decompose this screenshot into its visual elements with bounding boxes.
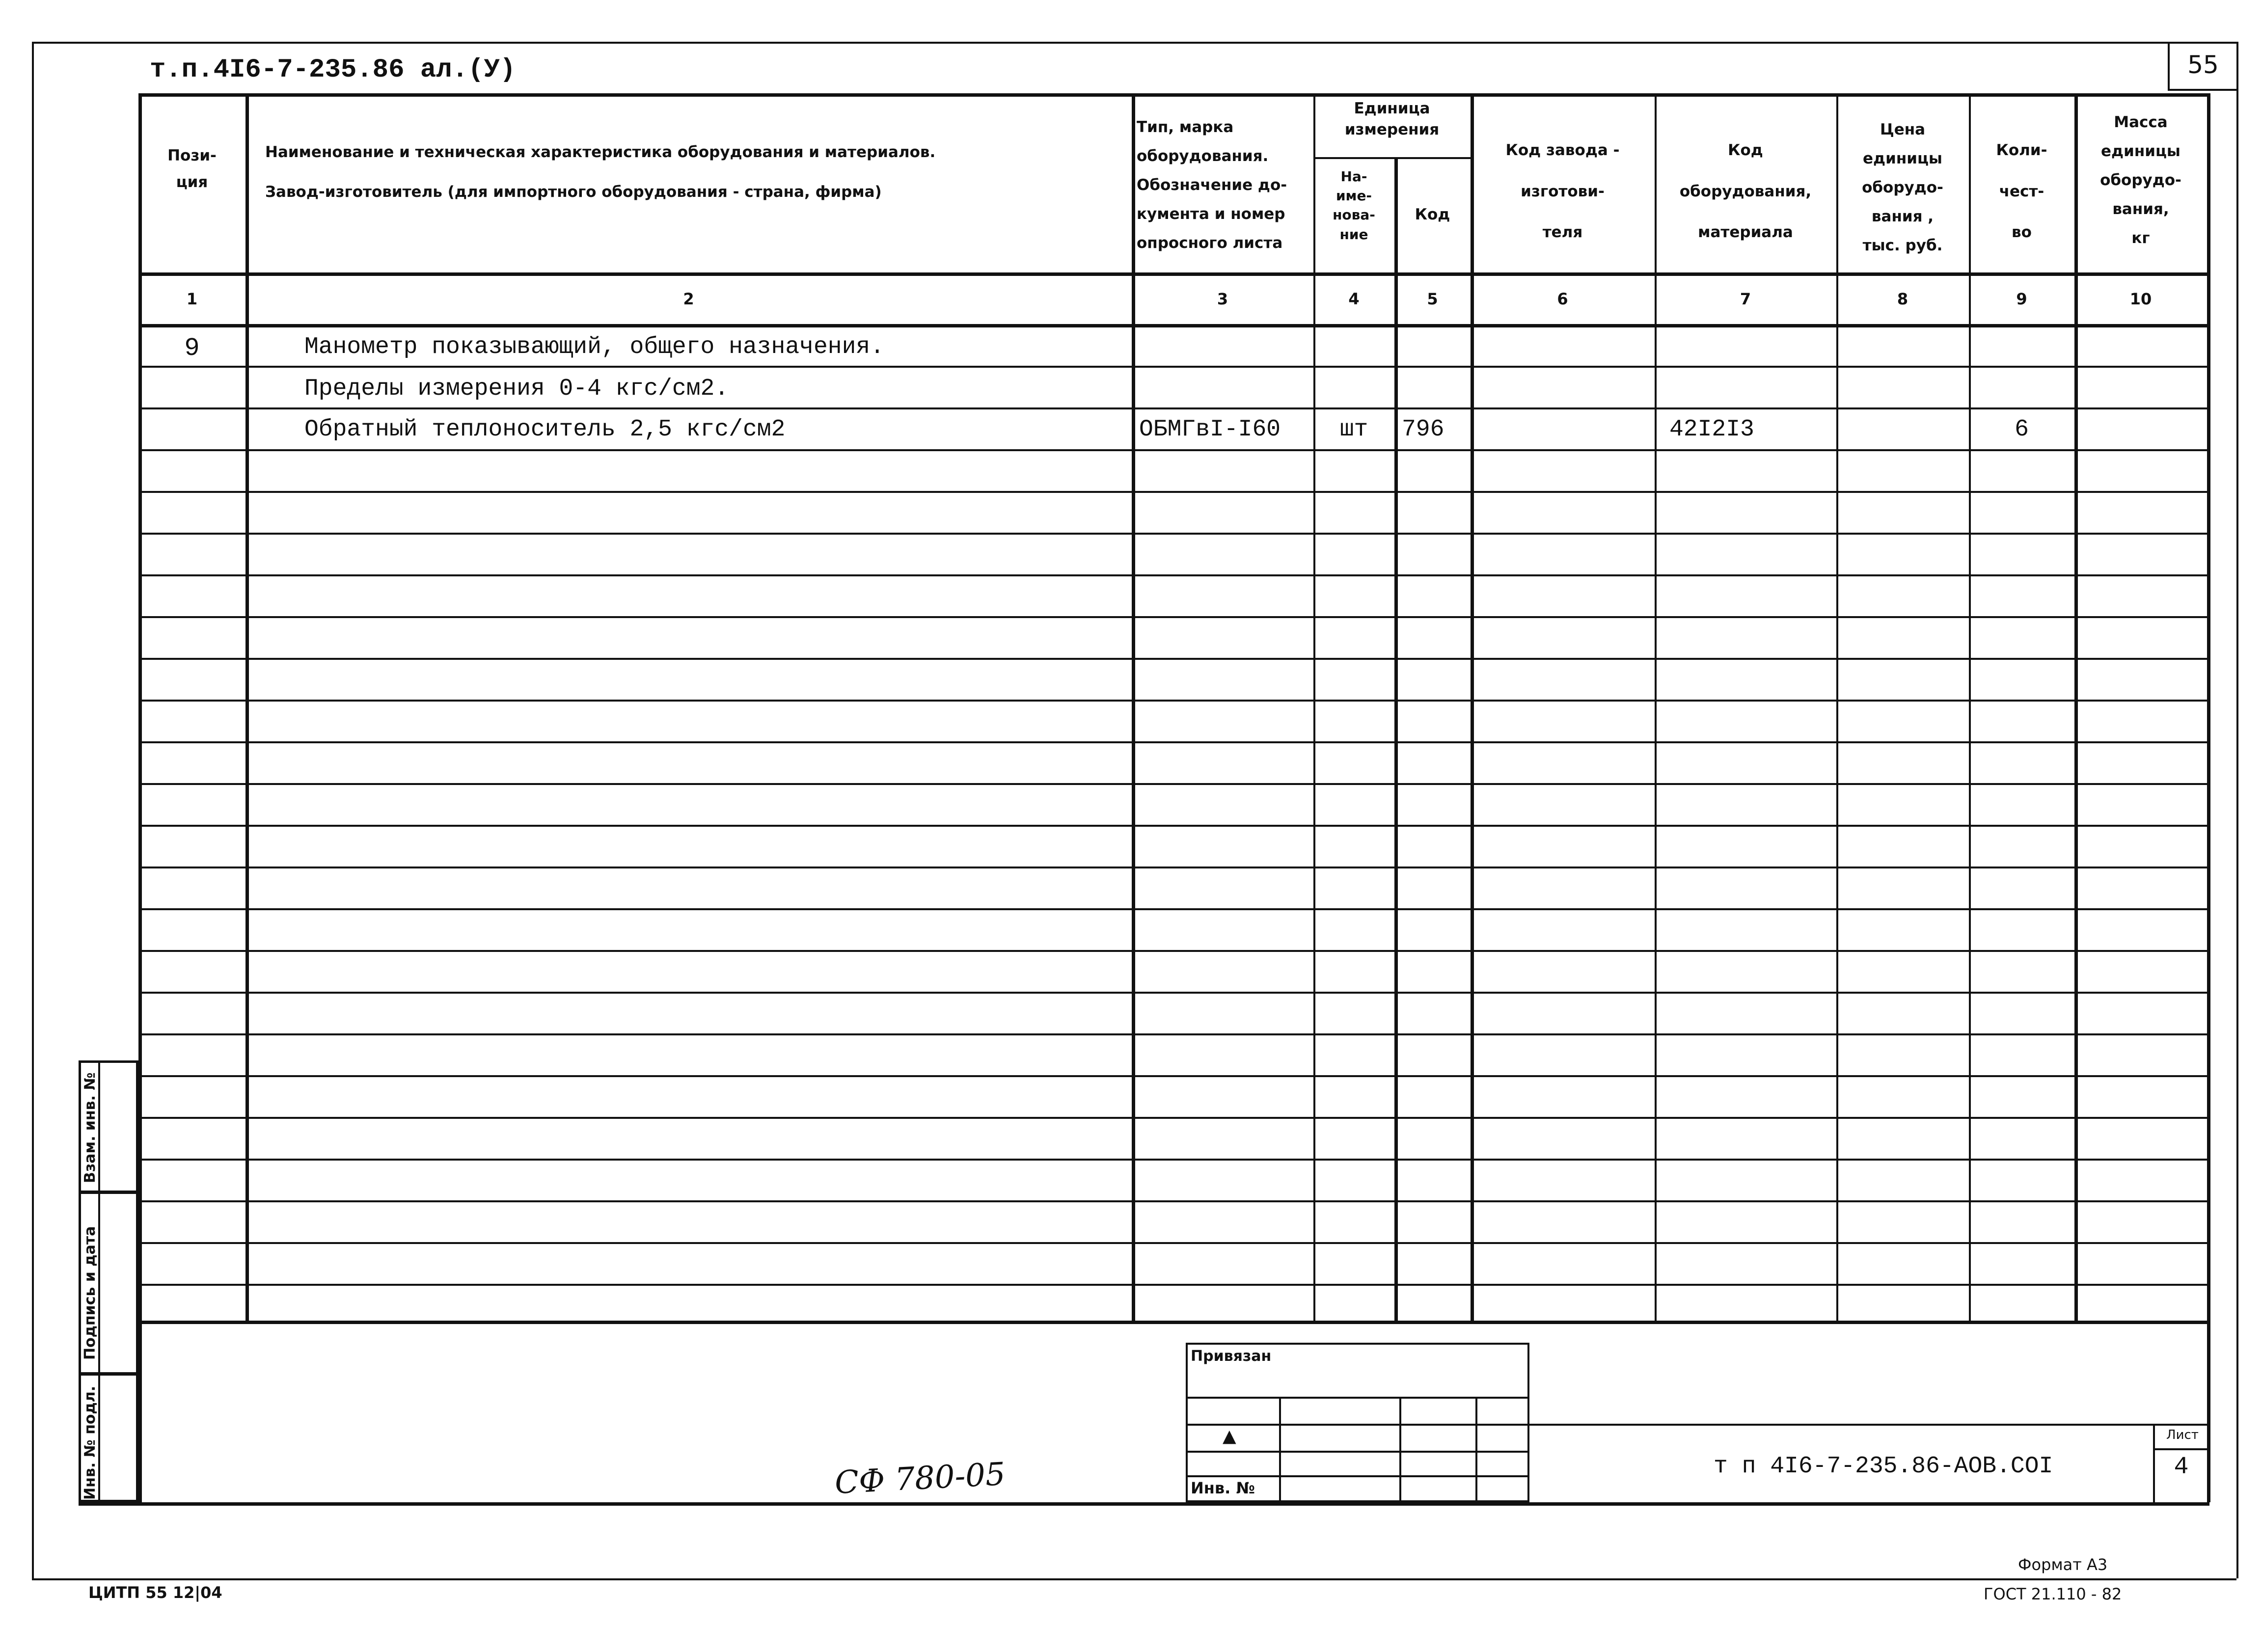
bound-row-2: [1186, 1424, 1529, 1426]
row-3-equipment-code: 42I2I3: [1669, 416, 1754, 443]
col-line-1: [245, 93, 249, 1321]
table-row-line: [138, 950, 2210, 952]
outer-frame-top: [32, 42, 2236, 44]
unit-group-text: Единица измерения: [1344, 100, 1440, 139]
title-block-top: [1529, 1424, 2209, 1426]
col-header-5: [1394, 201, 1471, 228]
inv-label: Инв. №: [1191, 1479, 1255, 1497]
col-line-10: [2207, 93, 2210, 1502]
col-line-2: [1132, 93, 1135, 1321]
table-row-line: [138, 449, 2210, 451]
col-line-7: [1836, 93, 1838, 1321]
row-1-position: 9: [184, 334, 200, 363]
table-row-line: [138, 491, 2210, 493]
bound-row-4: [1186, 1475, 1529, 1477]
col-num-7: 7: [1740, 290, 1751, 308]
col-num-10: 10: [2129, 290, 2152, 308]
table-row-line: [138, 825, 2210, 827]
col-header-3: [1137, 113, 1311, 257]
table-row-line: [138, 700, 2210, 702]
doc-reference: т.п.4I6-7-235.86 ал.(У): [150, 55, 516, 85]
table-row-line: [138, 407, 2210, 409]
row-3-type: ОБМГвI-I60: [1139, 416, 1281, 443]
table-row-line: [138, 574, 2210, 576]
bound-col-2: [1399, 1397, 1401, 1502]
table-row-line: [138, 616, 2210, 618]
bound-mark: ▲: [1223, 1426, 1236, 1446]
table-row-line: [138, 1284, 2210, 1286]
bound-label: Привязан: [1191, 1348, 1272, 1365]
page-number: 55: [2168, 42, 2236, 91]
row-3-quantity: 6: [2015, 416, 2029, 443]
table-row-line: [138, 1033, 2210, 1035]
col-header-9: [1969, 130, 2074, 253]
col-header-1-text: Пози- ция: [167, 147, 217, 191]
col-line-9: [2074, 93, 2078, 1321]
table-row-line: [138, 741, 2210, 743]
handwritten-note: СФ 780-05: [834, 1456, 1007, 1502]
col-num-1: 1: [186, 290, 198, 308]
col-header-10-text: Масса единицы оборудо- вания, кг: [2100, 113, 2181, 247]
table-bottom: [138, 1321, 2210, 1324]
document-designation: т п 4I6-7-235.86-АОВ.COI: [1714, 1453, 2053, 1480]
outer-frame-bottom: [32, 1578, 2236, 1580]
table-row-line: [138, 992, 2210, 994]
table-row-line: [138, 783, 2210, 785]
outer-frame-left: [32, 42, 34, 1578]
footer-left-code: ЦИТП 55 12|04: [88, 1583, 222, 1602]
col-num-4: 4: [1348, 290, 1360, 308]
table-row-line: [138, 1159, 2210, 1161]
col-num-2: 2: [683, 290, 694, 308]
row-2-name: Пределы измерения 0-4 кгс/см2.: [304, 376, 729, 402]
bound-col-3: [1475, 1397, 1477, 1502]
side-stamp-sep-2: [79, 1372, 138, 1376]
row-3-unit-name: шт: [1339, 416, 1368, 443]
side-inv-orig-label: Инв. № подл.: [82, 1385, 99, 1500]
table-row-line: [138, 867, 2210, 868]
col-header-4: [1313, 167, 1394, 244]
col-header-1: [138, 142, 245, 196]
col-header-2-text: Наименование и техническая характеристика оборудования и материалов. Завод-изготовитель (для импортного оборудования - страна, фирма): [265, 143, 936, 201]
table-row-line: [138, 1242, 2210, 1244]
sheet-label: Лист: [2166, 1428, 2199, 1442]
bound-col-1: [1279, 1397, 1281, 1502]
col-header-7: [1655, 130, 1836, 253]
side-replace-label: Взам. инв. №: [82, 1072, 99, 1183]
col-header-10: [2074, 108, 2207, 252]
outer-frame-right: [2236, 42, 2238, 1578]
row-3-unit-code: 796: [1402, 416, 1444, 443]
sheet-label-divider: [2153, 1448, 2209, 1450]
col-num-9: 9: [2016, 290, 2027, 308]
col-line-8: [1969, 93, 1971, 1321]
bound-row-3: [1186, 1451, 1529, 1453]
side-stamp-sep-1: [79, 1191, 138, 1194]
col-num-3: 3: [1217, 290, 1228, 308]
col-line-6: [1655, 93, 1657, 1321]
col-header-9-text: Коли- чест- во: [1996, 141, 2047, 242]
table-row-line: [138, 1075, 2210, 1077]
table-row-line: [138, 658, 2210, 660]
col-num-6: 6: [1557, 290, 1568, 308]
unit-group-divider: [1313, 157, 1471, 159]
col-header-7-text: Код оборудования, материала: [1679, 141, 1812, 242]
unit-group-header: [1313, 98, 1471, 141]
row-3-name: Обратный теплоноситель 2,5 кгс/см2: [304, 416, 786, 443]
col-line-3: [1313, 93, 1315, 1321]
col-header-8-text: Цена единицы оборудо- вания , тыс. руб.: [1862, 121, 1943, 254]
table-top: [138, 93, 2210, 97]
col-header-3-text: Тип, марка оборудования. Обозначение до- кумента и номер опросного листа: [1137, 118, 1287, 252]
side-sign-date-label: Подпись и дата: [82, 1226, 99, 1360]
bottom-frame-line: [79, 1502, 2209, 1506]
col-num-5: 5: [1427, 290, 1438, 308]
col-line-5: [1471, 93, 1474, 1321]
footer-gost: ГОСТ 21.110 - 82: [1984, 1585, 2122, 1603]
table-row-line: [138, 1200, 2210, 1202]
numbers-bottom: [138, 324, 2210, 327]
table-row-line: [138, 1117, 2210, 1119]
header-bottom: [138, 272, 2210, 276]
col-header-6: [1471, 130, 1655, 253]
col-header-2: [265, 133, 1119, 212]
col-header-6-text: Код завода - изготови- теля: [1505, 141, 1620, 242]
table-row-line: [138, 533, 2210, 535]
footer-format: Формат А3: [2018, 1555, 2108, 1574]
col-num-8: 8: [1897, 290, 1908, 308]
bound-row-1: [1186, 1397, 1529, 1399]
col-header-5-text: Код: [1415, 206, 1450, 223]
row-1-name: Манометр показывающий, общего назначения.: [304, 334, 884, 360]
table-row-line: [138, 366, 2210, 368]
col-header-4-text: На- име- нова- ние: [1333, 168, 1375, 243]
table-row-line: [138, 908, 2210, 910]
col-line-4: [1394, 157, 1398, 1321]
sheet-number: 4: [2174, 1453, 2189, 1481]
col-header-8: [1836, 115, 1969, 260]
